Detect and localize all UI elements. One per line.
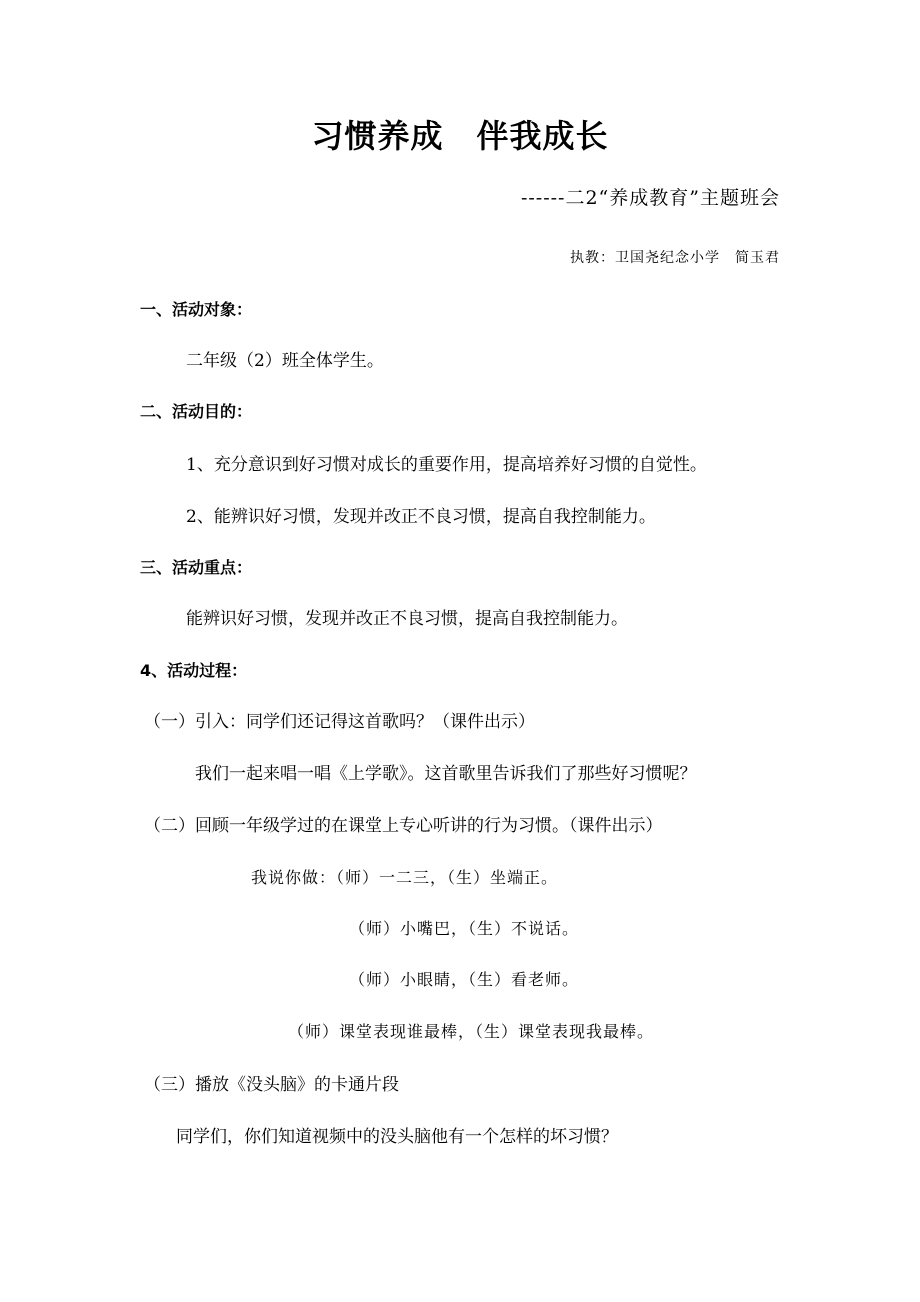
- process-step-3: （三）播放《没头脑》的卡通片段: [144, 1075, 399, 1095]
- chant-line-3: （师）小眼睛，（生）看老师。: [349, 970, 580, 989]
- section-heading-process: 4、活动过程：: [140, 661, 248, 680]
- goal-item-1: 1、充分意识到好习惯对成长的重要作用，提高培养好习惯的自觉性。: [186, 455, 707, 475]
- teacher-credit: 执教：卫国尧纪念小学 简玉君: [570, 250, 780, 266]
- section-heading-focus: 三、活动重点：: [140, 558, 253, 577]
- document-subtitle: ------二2“养成教育”主题班会: [520, 187, 780, 209]
- section-body-objects: 二年级（2）班全体学生。: [186, 351, 384, 371]
- process-step-1: （一）引入：同学们还记得这首歌吗？（课件出示）: [144, 712, 535, 732]
- section-body-focus: 能辨识好习惯，发现并改正不良习惯，提高自我控制能力。: [186, 609, 628, 629]
- chant-line-1: 我说你做：（师）一二三，（生）坐端正。: [251, 868, 559, 887]
- process-step-2: （二）回顾一年级学过的在课堂上专心听讲的行为习惯。（课件出示）: [144, 816, 663, 836]
- process-step-1-body: 我们一起来唱一唱《上学歌》。这首歌里告诉我们了那些好习惯呢？: [195, 764, 697, 784]
- process-step-3-body: 同学们，你们知道视频中的没头脑他有一个怎样的坏习惯？: [176, 1127, 618, 1147]
- document-title: 习惯养成 伴我成长: [311, 117, 609, 155]
- section-heading-goals: 二、活动目的：: [140, 402, 253, 421]
- chant-line-4: （师）课堂表现谁最棒，（生）课堂表现我最棒。: [288, 1022, 655, 1041]
- goal-item-2: 2、能辨识好习惯，发现并改正不良习惯，提高自我控制能力。: [186, 507, 656, 527]
- section-heading-objects: 一、活动对象：: [140, 300, 253, 319]
- chant-line-2: （师）小嘴巴，（生）不说话。: [349, 919, 580, 938]
